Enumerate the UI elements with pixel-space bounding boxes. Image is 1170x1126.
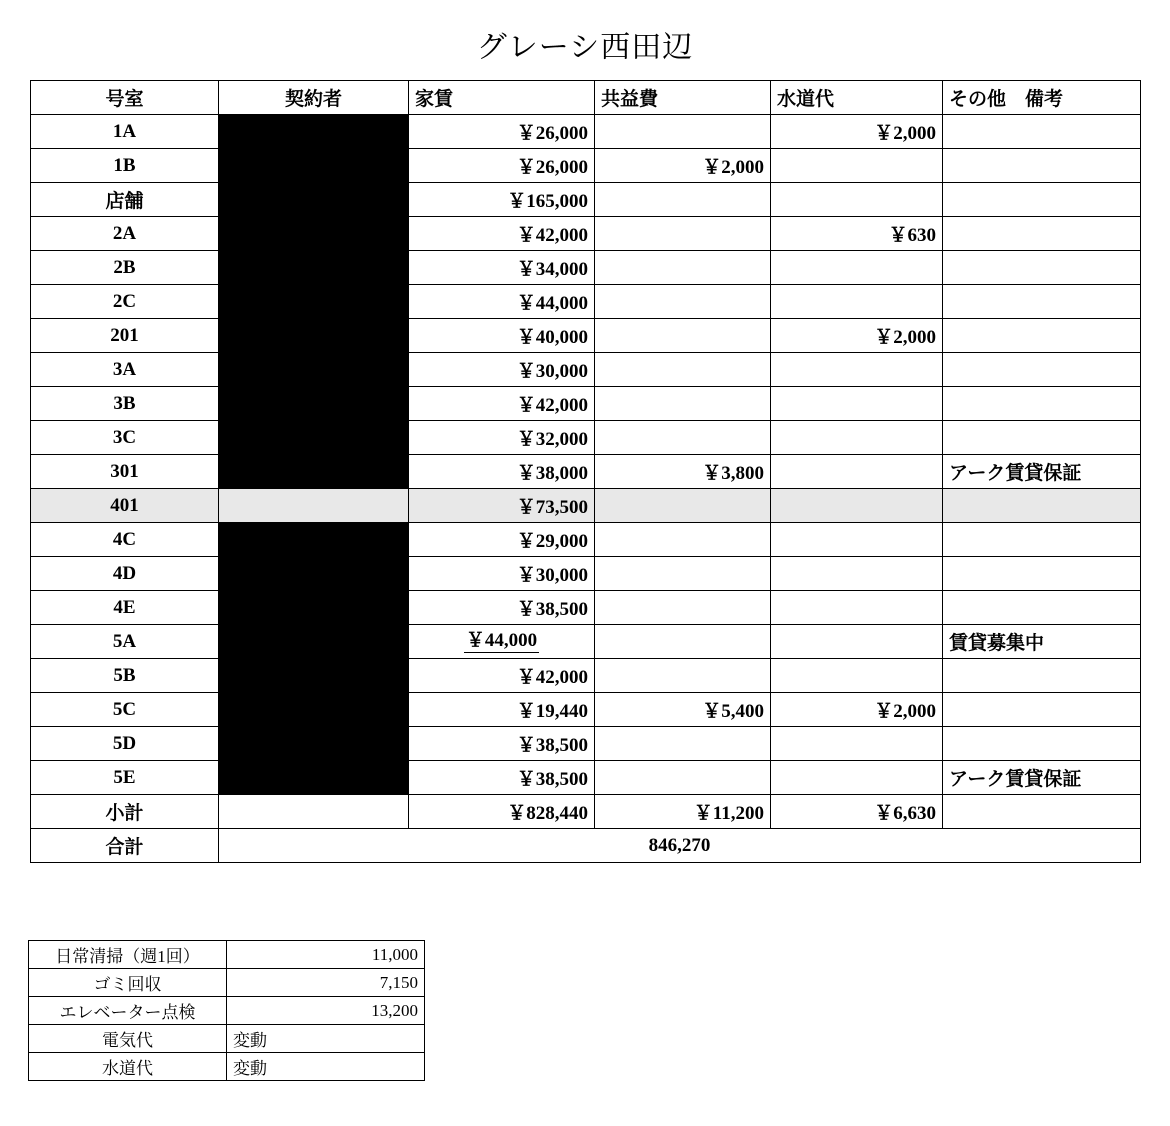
cell-other-note: [943, 421, 1141, 455]
expense-label: 電気代: [29, 1025, 227, 1053]
cell-water-fee: ￥2,000: [771, 693, 943, 727]
cell-rent: ￥29,000: [409, 523, 595, 557]
cell-rent: ￥73,500: [409, 489, 595, 523]
table-row: [31, 693, 1141, 727]
cell-tenant-redacted: [219, 659, 409, 693]
cell-rent: ￥19,440: [409, 693, 595, 727]
cell-water-fee: [771, 727, 943, 761]
table-row: [31, 761, 1141, 795]
expense-row: [29, 941, 425, 969]
cell-rent: ￥30,000: [409, 353, 595, 387]
subtotal-water: ￥6,630: [771, 795, 943, 829]
expense-value: 7,150: [227, 969, 425, 997]
table-row: [31, 217, 1141, 251]
cell-room: 2A: [31, 217, 219, 251]
cell-rent: ￥38,000: [409, 455, 595, 489]
cell-tenant-redacted: [219, 319, 409, 353]
cell-tenant-redacted: [219, 149, 409, 183]
cell-water-fee: [771, 761, 943, 795]
cell-common-fee: [595, 421, 771, 455]
expense-row: [29, 969, 425, 997]
cell-tenant-redacted: [219, 353, 409, 387]
cell-tenant-redacted: [219, 217, 409, 251]
cell-water-fee: [771, 387, 943, 421]
cell-tenant-redacted: [219, 115, 409, 149]
cell-tenant-redacted: [219, 421, 409, 455]
table-row: [31, 251, 1141, 285]
cell-water-fee: ￥2,000: [771, 115, 943, 149]
cell-rent: ￥26,000: [409, 149, 595, 183]
cell-other-note: [943, 659, 1141, 693]
cell-other-note: [943, 217, 1141, 251]
cell-room: 201: [31, 319, 219, 353]
table-row: [31, 149, 1141, 183]
cell-rent: [409, 625, 595, 659]
cell-common-fee: [595, 387, 771, 421]
cell-water-fee: [771, 591, 943, 625]
cell-water-fee: [771, 455, 943, 489]
total-row: [31, 829, 1141, 863]
expense-label: エレベーター点検: [29, 997, 227, 1025]
column-header-tenant: 契約者: [219, 81, 409, 115]
cell-other-note: [943, 557, 1141, 591]
cell-tenant-redacted: [219, 285, 409, 319]
cell-other-note: [943, 285, 1141, 319]
cell-common-fee: [595, 251, 771, 285]
cell-room: 店舗: [31, 183, 219, 217]
cell-common-fee: [595, 591, 771, 625]
expense-row: [29, 997, 425, 1025]
cell-tenant-redacted: [219, 455, 409, 489]
cell-common-fee: [595, 217, 771, 251]
cell-tenant-redacted: [219, 489, 409, 523]
cell-common-fee: [595, 523, 771, 557]
cell-common-fee: [595, 183, 771, 217]
cell-other-note: [943, 523, 1141, 557]
table-row: [31, 625, 1141, 659]
table-row: [31, 183, 1141, 217]
cell-common-fee: ￥5,400: [595, 693, 771, 727]
cell-tenant-redacted: [219, 523, 409, 557]
cell-other-note: [943, 319, 1141, 353]
column-header-water: 水道代: [771, 81, 943, 115]
column-header-room: 号室: [31, 81, 219, 115]
expense-label: 日常清掃（週1回）: [29, 941, 227, 969]
expenses-body: [29, 941, 425, 1081]
column-header-other: その他 備考: [943, 81, 1141, 115]
cell-tenant-redacted: [219, 761, 409, 795]
cell-other-note: [943, 727, 1141, 761]
cell-rent: ￥38,500: [409, 761, 595, 795]
cell-other-note: アーク賃貸保証: [943, 761, 1141, 795]
cell-water-fee: [771, 183, 943, 217]
cell-water-fee: [771, 489, 943, 523]
table-row: [31, 387, 1141, 421]
cell-other-note: [943, 693, 1141, 727]
expense-value: 11,000: [227, 941, 425, 969]
cell-water-fee: [771, 285, 943, 319]
total-value: 846,270: [219, 829, 1141, 863]
cell-water-fee: [771, 523, 943, 557]
cell-tenant-redacted: [219, 727, 409, 761]
cell-common-fee: ￥3,800: [595, 455, 771, 489]
cell-common-fee: ￥2,000: [595, 149, 771, 183]
cell-tenant-redacted: [219, 183, 409, 217]
total-label: 合計: [31, 829, 219, 863]
cell-common-fee: [595, 659, 771, 693]
cell-other-note: [943, 183, 1141, 217]
cell-other-note: [943, 591, 1141, 625]
cell-rent: ￥40,000: [409, 319, 595, 353]
cell-other-note: [943, 115, 1141, 149]
table-row: [31, 557, 1141, 591]
table-row: [31, 591, 1141, 625]
table-row: [31, 727, 1141, 761]
cell-common-fee: [595, 557, 771, 591]
cell-rent: ￥38,500: [409, 591, 595, 625]
cell-room: 5D: [31, 727, 219, 761]
cell-common-fee: [595, 319, 771, 353]
subtotal-tenant: [219, 795, 409, 829]
cell-water-fee: [771, 625, 943, 659]
cell-common-fee: [595, 761, 771, 795]
cell-room: 3C: [31, 421, 219, 455]
table-row: [31, 115, 1141, 149]
cell-tenant-redacted: [219, 693, 409, 727]
cell-common-fee: [595, 625, 771, 659]
cell-other-note: アーク賃貸保証: [943, 455, 1141, 489]
cell-rent: ￥44,000: [409, 285, 595, 319]
cell-common-fee: [595, 115, 771, 149]
cell-common-fee: [595, 285, 771, 319]
cell-rent: ￥34,000: [409, 251, 595, 285]
expense-value: 変動: [227, 1025, 425, 1053]
cell-water-fee: [771, 251, 943, 285]
cell-rent: ￥32,000: [409, 421, 595, 455]
cell-room: 1B: [31, 149, 219, 183]
cell-tenant-redacted: [219, 557, 409, 591]
expense-value: 変動: [227, 1053, 425, 1081]
cell-water-fee: [771, 557, 943, 591]
table-row: [31, 319, 1141, 353]
cell-room: 4C: [31, 523, 219, 557]
rent-roll-table: [30, 80, 1141, 863]
cell-room: 5C: [31, 693, 219, 727]
cell-other-note: [943, 387, 1141, 421]
cell-room: 2B: [31, 251, 219, 285]
table-row: [31, 421, 1141, 455]
table-row: [31, 489, 1141, 523]
cell-other-note: [943, 489, 1141, 523]
rent-roll-section: [0, 80, 1170, 863]
cell-room: 301: [31, 455, 219, 489]
cell-room: 4E: [31, 591, 219, 625]
cell-room: 1A: [31, 115, 219, 149]
subtotal-rent: ￥828,440: [409, 795, 595, 829]
cell-rent: ￥42,000: [409, 387, 595, 421]
expense-row: [29, 1053, 425, 1081]
cell-water-fee: ￥630: [771, 217, 943, 251]
table-row: [31, 285, 1141, 319]
cell-common-fee: [595, 353, 771, 387]
cell-rent: ￥30,000: [409, 557, 595, 591]
cell-rent: ￥26,000: [409, 115, 595, 149]
expenses-section: [28, 940, 425, 1081]
cell-tenant-redacted: [219, 591, 409, 625]
cell-common-fee: [595, 489, 771, 523]
cell-rent-value: ￥44,000: [465, 630, 538, 651]
cell-water-fee: [771, 421, 943, 455]
cell-room: 5E: [31, 761, 219, 795]
expense-label: ゴミ回収: [29, 969, 227, 997]
cell-room: 401: [31, 489, 219, 523]
table-header-row: [31, 81, 1141, 115]
cell-water-fee: [771, 149, 943, 183]
cell-room: 3A: [31, 353, 219, 387]
subtotal-other: [943, 795, 1141, 829]
cell-water-fee: [771, 659, 943, 693]
cell-rent: ￥42,000: [409, 659, 595, 693]
cell-tenant-redacted: [219, 251, 409, 285]
expense-value: 13,200: [227, 997, 425, 1025]
cell-water-fee: [771, 353, 943, 387]
cell-tenant-redacted: [219, 625, 409, 659]
cell-rent: ￥165,000: [409, 183, 595, 217]
table-row: [31, 523, 1141, 557]
column-header-common: 共益費: [595, 81, 771, 115]
table-row: [31, 455, 1141, 489]
cell-other-note: [943, 251, 1141, 285]
subtotal-label: 小計: [31, 795, 219, 829]
cell-rent: ￥42,000: [409, 217, 595, 251]
expenses-table: [28, 940, 425, 1081]
cell-tenant-redacted: [219, 387, 409, 421]
rent-roll-body: [31, 115, 1141, 863]
cell-common-fee: [595, 727, 771, 761]
cell-room: 3B: [31, 387, 219, 421]
cell-rent: ￥38,500: [409, 727, 595, 761]
column-header-rent: 家賃: [409, 81, 595, 115]
table-row: [31, 353, 1141, 387]
cell-room: 4D: [31, 557, 219, 591]
page-title: グレーシ西田辺: [476, 31, 694, 64]
cell-room: 2C: [31, 285, 219, 319]
table-row: [31, 659, 1141, 693]
subtotal-common: ￥11,200: [595, 795, 771, 829]
cell-other-note: 賃貸募集中: [943, 625, 1141, 659]
expense-label: 水道代: [29, 1053, 227, 1081]
expense-row: [29, 1025, 425, 1053]
cell-room: 5B: [31, 659, 219, 693]
subtotal-row: [31, 795, 1141, 829]
cell-other-note: [943, 353, 1141, 387]
cell-other-note: [943, 149, 1141, 183]
cell-water-fee: ￥2,000: [771, 319, 943, 353]
cell-room: 5A: [31, 625, 219, 659]
